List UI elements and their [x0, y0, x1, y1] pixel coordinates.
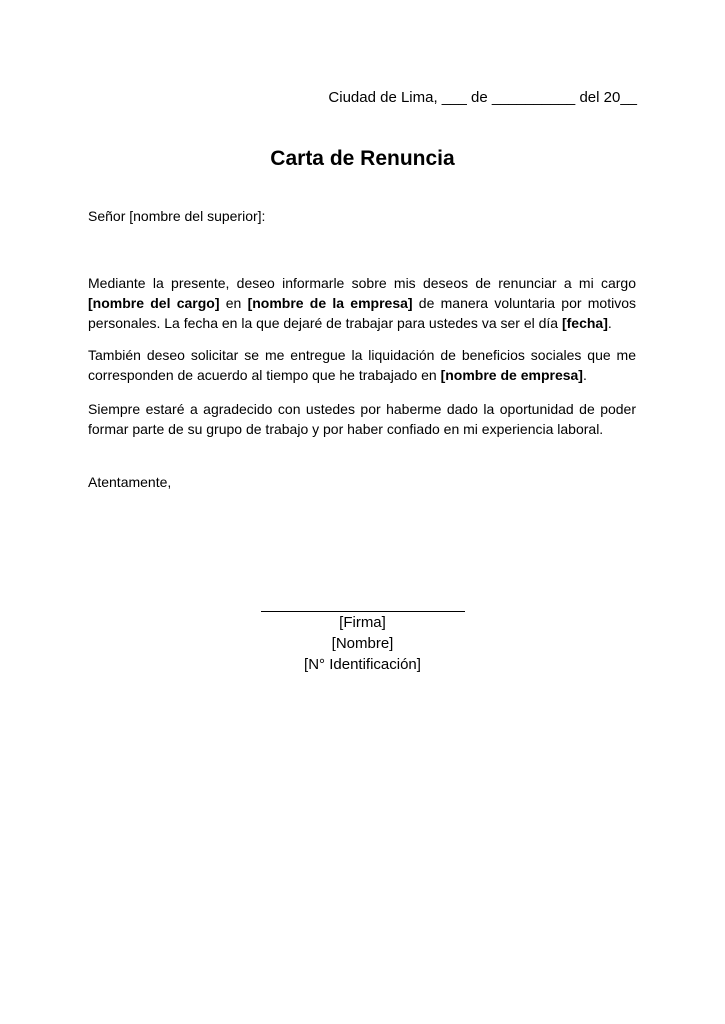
- placeholder-empresa: [nombre de la empresa]: [247, 295, 413, 311]
- placeholder-empresa-2: [nombre de empresa]: [440, 367, 583, 383]
- paragraph-text: .: [582, 367, 587, 383]
- paragraph-gratitude: Siempre estaré a agradecido con ustedes por haberme dado la oportunidad de poder formar parte de su grupo de trabajo y por haber confiado en mi experiencia laboral.: [88, 401, 636, 437]
- paragraph-text: de manera voluntaria por motivos personales. La fecha en la que dejaré de trabajar para ustedes va ser el día: [88, 295, 636, 331]
- signature-block: [0, 597, 725, 675]
- paragraph-text: Mediante la presente, deseo informarle sobre mis deseos de renunciar a mi cargo: [88, 275, 636, 291]
- paragraph-resignation: [88, 273, 636, 333]
- placeholder-cargo: [nombre del cargo]: [88, 295, 220, 311]
- salutation: Señor [nombre del superior]:: [88, 208, 266, 224]
- paragraph-text: También deseo solicitar se me entregue la liquidación de beneficios sociales que me corresponden de acuerdo al tiempo que he trabajado en: [88, 347, 636, 383]
- paragraph-text: .: [607, 315, 612, 331]
- paragraph-liquidation: [88, 345, 636, 385]
- signature-identificacion: [N° Identificación]: [304, 656, 421, 673]
- placeholder-fecha: [fecha]: [561, 315, 608, 331]
- signature-firma: [Firma]: [339, 614, 386, 631]
- signature-line: [261, 597, 465, 612]
- signature-nombre: [Nombre]: [331, 635, 394, 652]
- closing: Atentamente,: [88, 474, 172, 490]
- date-line: Ciudad de Lima, ___ de __________ del 20__: [328, 89, 637, 106]
- document-title: Carta de Renuncia: [270, 147, 455, 170]
- paragraph-text: en: [219, 295, 248, 311]
